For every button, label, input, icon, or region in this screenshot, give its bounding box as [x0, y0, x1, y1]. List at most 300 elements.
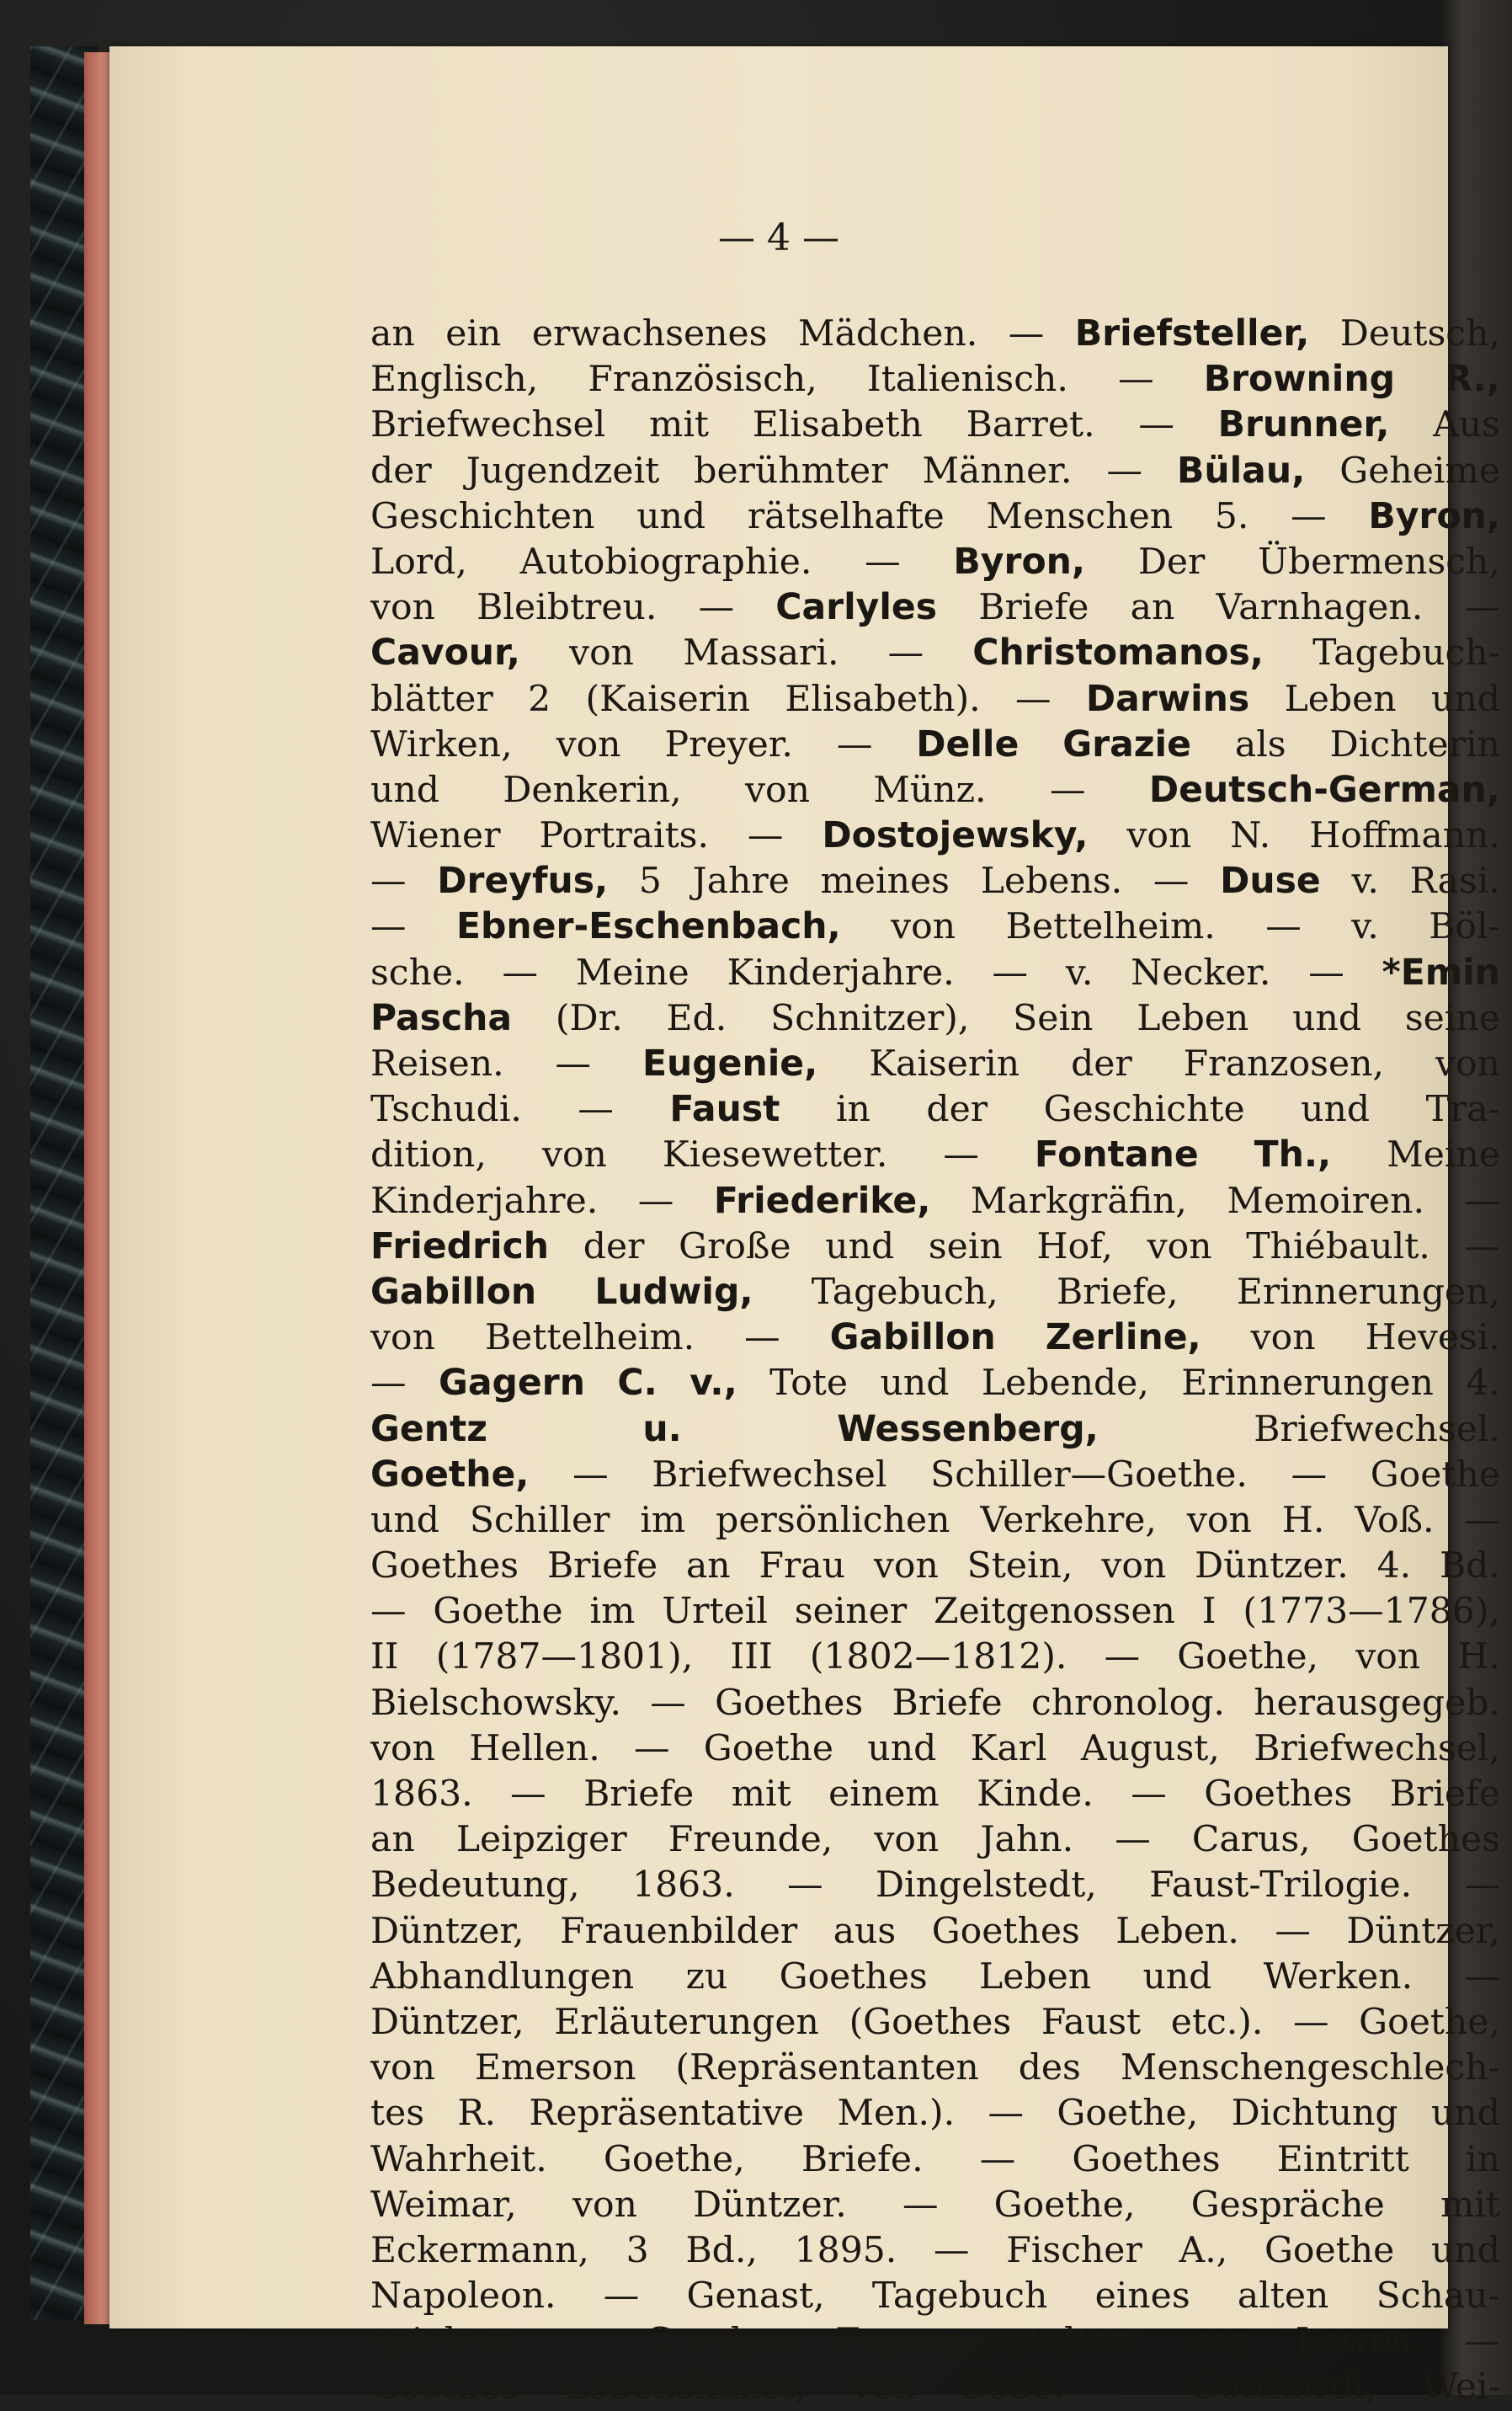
word: tes [370, 2093, 425, 2135]
word: Elisabeth). [785, 678, 981, 720]
word: Goethes [1072, 2138, 1221, 2180]
text-line [370, 1955, 1500, 2000]
word: — [1115, 1819, 1151, 1861]
word: Tschudi. [370, 1089, 522, 1131]
word: Tra- [1425, 1089, 1500, 1131]
word: Goethes [931, 1910, 1080, 1952]
word: des [1018, 2047, 1081, 2089]
word: — [934, 2229, 970, 2271]
word: Goethe, [993, 2184, 1136, 2226]
text-line [370, 357, 1500, 403]
word: eines [1094, 2275, 1190, 2318]
word: Düntzer. [693, 2184, 847, 2226]
word: Fischer [1006, 2229, 1142, 2271]
word: Hof, [1036, 1225, 1113, 1267]
text-line [370, 2000, 1500, 2046]
word: berühmter [694, 450, 888, 492]
word: und [880, 1363, 950, 1405]
word: Meine [575, 952, 689, 994]
word: Bielschowsky. [370, 1682, 621, 1724]
word: Stein, [966, 1545, 1073, 1587]
word: — [1293, 2001, 1329, 2043]
word: — [1104, 1636, 1141, 1678]
word: als [1234, 723, 1286, 765]
word: — [1118, 359, 1154, 401]
text-line [370, 1909, 1500, 1955]
bold-entry-word: Carlyles [775, 587, 938, 629]
word: Weimar, [370, 2184, 517, 2226]
word: Tagebuch [871, 2275, 1048, 2318]
word: in [1466, 2138, 1500, 2180]
word: — [1138, 404, 1174, 446]
word: Jahre [692, 861, 790, 903]
word: Goethe [433, 1591, 563, 1633]
word: Leben. [1115, 1910, 1239, 1952]
word: — [633, 1727, 670, 1769]
bold-entry-word: Ludwig, [594, 1271, 753, 1313]
word: Goethe, [1359, 2001, 1500, 2043]
word: von [1435, 1043, 1500, 1085]
word: Goethes [370, 1545, 519, 1587]
word: R. [457, 2093, 496, 2135]
bold-entry-word: Th., [1254, 1134, 1332, 1176]
word: Men.). [837, 2093, 956, 2135]
word: Frau [759, 1545, 846, 1587]
word: Düntzer, [370, 2001, 524, 2043]
word: der [1071, 1043, 1132, 1085]
word: Bode. [961, 2366, 1065, 2408]
word: von [873, 1545, 939, 1587]
word: — [1015, 678, 1051, 720]
word: Aus [1433, 404, 1500, 446]
text-line [370, 1407, 1500, 1453]
word: — [787, 1864, 823, 1907]
word: — [370, 1363, 407, 1405]
word: — [943, 1134, 979, 1176]
word: von [370, 587, 435, 629]
word: seiner [794, 1591, 908, 1633]
word: Kiesewetter. [662, 1134, 888, 1176]
word: — [572, 1454, 609, 1496]
word: H. [1281, 1499, 1325, 1541]
word: 4. [1376, 1545, 1412, 1587]
word: Werken. [1263, 1955, 1414, 1998]
word: Emerson [474, 2047, 636, 2089]
text-line [370, 1589, 1500, 1635]
word: Hellen. [469, 1727, 600, 1769]
word: an [370, 1819, 415, 1861]
word: Verkehre, [980, 1499, 1157, 1541]
bold-entry-word: Delle [916, 723, 1020, 765]
text-line [370, 540, 1500, 585]
word: Goethe [703, 1727, 834, 1769]
word: im [640, 1499, 686, 1541]
text-line [370, 904, 1500, 950]
bold-entry-word: v., [689, 1363, 737, 1405]
word: (1802—1812). [809, 1636, 1067, 1678]
word: Carus, [1191, 1819, 1311, 1861]
word: Goethes [1204, 1774, 1353, 1815]
bold-entry-word: Wessenberg, [837, 1408, 1099, 1450]
word: zu [685, 1955, 728, 1998]
word: Kinde. [977, 1774, 1094, 1815]
word: Düntzer. [1195, 1545, 1349, 1587]
word: und [825, 1225, 895, 1267]
text-line [370, 951, 1500, 996]
word: Preyer. [664, 723, 793, 765]
bold-entry-word: Pascha [370, 997, 513, 1039]
word: von [1186, 1499, 1252, 1541]
word: Napoleon. [370, 2275, 556, 2318]
word: Bd., [685, 2229, 758, 2271]
word: Männer. [922, 450, 1073, 492]
word: von [874, 1819, 940, 1861]
word: Kinderjahre. [370, 1180, 599, 1222]
word: — [510, 1774, 546, 1815]
word: N. [1230, 815, 1271, 857]
word: — [603, 2275, 640, 2318]
word: Abhandlungen [370, 1955, 635, 1998]
word: Wiener [370, 815, 501, 857]
word: etc.). [1170, 2001, 1264, 2043]
word: einem [828, 1774, 940, 1815]
word: Goethes [715, 1682, 864, 1724]
word: III [730, 1636, 773, 1678]
word: Italienisch. [866, 359, 1068, 401]
word: Menschengeschlech- [1120, 2047, 1500, 2089]
word: sein [928, 1225, 1003, 1267]
word: (Repräsentanten [675, 2047, 979, 2089]
text-line [370, 631, 1500, 676]
word: Dichtung [1231, 2093, 1398, 2135]
word: von [370, 1727, 435, 1769]
word: — [744, 1317, 780, 1359]
text-line [370, 1863, 1500, 1908]
bold-entry-word: C. [617, 1363, 658, 1405]
word: mit [649, 404, 709, 446]
text-line [370, 723, 1500, 768]
word: Briefe [892, 1682, 1003, 1724]
text-line [370, 1772, 1500, 1817]
word: und [1430, 2093, 1500, 2135]
word: Lebenskunst, [563, 2366, 807, 2408]
word: (Dr. [555, 997, 623, 1039]
word: — [370, 906, 407, 948]
text-line [370, 1544, 1500, 1589]
word: Bettelheim. [1005, 906, 1216, 948]
word: rätselhafte [747, 495, 945, 537]
word: in [835, 1089, 870, 1131]
word: von [1126, 815, 1192, 857]
word: Genast, [686, 2275, 825, 2318]
word: — [1109, 2366, 1146, 2408]
word: v. [1351, 906, 1379, 948]
word: Barret. [966, 404, 1095, 446]
word: Autobiographie. [519, 541, 812, 583]
word: Leben [1284, 678, 1397, 720]
word: Briefwechsel [370, 404, 606, 446]
word: Goethe [1370, 1454, 1500, 1496]
word: v. [1351, 861, 1379, 903]
bold-entry-word: Grazie [1062, 723, 1191, 765]
word: — [1153, 861, 1190, 903]
word: Schnitzer), [770, 997, 970, 1039]
word: Lord, [370, 541, 467, 583]
bold-entry-word: u. [642, 1408, 682, 1450]
word: — [1464, 1499, 1500, 1541]
word: Große [679, 1225, 791, 1267]
word: Der [1137, 541, 1206, 583]
bold-entry-word: Darwins [1085, 678, 1250, 720]
word: von [851, 2366, 917, 2408]
text-line [370, 449, 1500, 494]
bold-entry-word: Goethe, [370, 1454, 530, 1496]
word: Goethes [644, 2321, 793, 2363]
word: mit [731, 1774, 791, 1815]
text-line [370, 2046, 1500, 2091]
word: — [1464, 1864, 1500, 1907]
word: (1773—1786), [1243, 1591, 1500, 1633]
word: 4. [1466, 1363, 1500, 1405]
word: Markgräfin, [970, 1180, 1187, 1222]
text-line [370, 1498, 1500, 1544]
text-line [370, 859, 1500, 904]
word: — [1291, 1454, 1328, 1496]
word: Kinderjahre. [727, 952, 955, 994]
word: — [578, 1089, 614, 1131]
word: Freunde, [668, 1819, 833, 1861]
word: Leben [1137, 997, 1249, 1039]
word: alten [1237, 2275, 1329, 2318]
word: spielers. [370, 2321, 524, 2363]
word: von [1188, 2321, 1254, 2363]
word: — [979, 2138, 1016, 2180]
word: Menschen [986, 495, 1174, 537]
word: — [747, 815, 784, 857]
word: von [745, 769, 811, 811]
bold-entry-word: Gabillon [829, 1317, 996, 1359]
word: von [1101, 1545, 1167, 1587]
bold-entry-word: Cavour, [370, 632, 520, 675]
bold-entry-word: Bülau, [1176, 450, 1306, 492]
text-line [370, 2365, 1500, 2410]
word: dition, [370, 1134, 487, 1176]
text-line [370, 1224, 1500, 1270]
text-line [370, 2228, 1500, 2274]
bold-entry-word: Dreyfus, [437, 861, 609, 903]
bold-entry-word: Faust [669, 1089, 780, 1131]
bold-entry-word: Byron, [953, 541, 1086, 583]
word: Zeitgenossen [934, 1591, 1175, 1633]
word: im [589, 1591, 636, 1633]
word: — [698, 587, 735, 629]
word: der [370, 450, 432, 492]
text-line [370, 1179, 1500, 1224]
word: Urteil [662, 1591, 768, 1633]
word: Schiller—Goethe. [930, 1454, 1248, 1496]
word: (Goethes [849, 2001, 1012, 2043]
text-line [370, 1361, 1500, 1406]
word: Goethes [370, 2366, 519, 2408]
word: 1863. [370, 1774, 473, 1815]
text-line [370, 2091, 1500, 2136]
word: und [1301, 1089, 1371, 1131]
bold-entry-word: Friedrich [370, 1225, 550, 1267]
word: Goethe, [1177, 1636, 1319, 1678]
text-line [370, 1315, 1500, 1361]
word: Schau- [1376, 2275, 1500, 2318]
word: Faust-Trilogie. [1149, 1864, 1413, 1907]
word: Dichterin [1329, 723, 1500, 765]
word: Geheime [1339, 450, 1500, 492]
word: Frauenbilder [560, 1910, 798, 1952]
word: der [926, 1089, 988, 1131]
word: ein [445, 313, 502, 355]
text-line [370, 768, 1500, 813]
page-number: — 4 — [718, 216, 839, 259]
word: 2 [528, 678, 551, 720]
word: von [370, 1317, 435, 1359]
word: Repräsentative [529, 2093, 805, 2135]
word: und [370, 1499, 439, 1541]
word: an [685, 1545, 731, 1587]
bold-entry-word: Dostojewsky, [822, 815, 1089, 857]
word: — [1131, 1774, 1167, 1815]
word: Thiébault. [1246, 1225, 1430, 1267]
word: Düntzer, [370, 1910, 524, 1952]
word: Bedeutung, [370, 1864, 580, 1907]
word: an [1130, 587, 1175, 629]
word: von [370, 2047, 435, 2089]
word: Lebens. [980, 861, 1123, 903]
word: Erinnerungen [1181, 1363, 1434, 1405]
word: — [1008, 313, 1045, 355]
word: seine [1404, 997, 1500, 1039]
word: Gespräche [1190, 2184, 1385, 2226]
bold-entry-word: Brunner, [1217, 404, 1390, 446]
word: mit [1440, 2184, 1500, 2226]
word: Portraits. [539, 815, 709, 857]
word: — [502, 952, 538, 994]
bold-entry-word: Fontane [1034, 1134, 1199, 1176]
text-line [370, 996, 1500, 1042]
word: blätter [370, 678, 493, 720]
word: Karl [970, 1727, 1047, 1769]
word: Kaiserin [869, 1043, 1020, 1085]
word: — [1308, 952, 1344, 994]
word: (1787—1801), [435, 1636, 694, 1678]
bold-entry-word: Briefsteller, [1074, 313, 1310, 355]
word: und [1430, 2229, 1500, 2271]
word: von [1355, 1636, 1421, 1678]
word: und [636, 495, 706, 537]
word: Erinnerungen, [1236, 1271, 1500, 1313]
word: herausgegeb. [1254, 1682, 1500, 1724]
word: Wahrheit. [370, 2138, 547, 2180]
word: an [370, 313, 415, 355]
word: Bettelheim. [484, 1317, 695, 1359]
word: — [992, 952, 1029, 994]
word: — [1464, 1225, 1500, 1267]
word: aus [833, 1910, 897, 1952]
word: von [541, 1134, 607, 1176]
word: Bleibtreu. [476, 587, 658, 629]
word: Gotthardi, [1190, 2366, 1377, 2408]
word: Jugendzeit [466, 450, 660, 492]
text-line [370, 403, 1500, 448]
word: Französisch, [588, 359, 817, 401]
word: — [1049, 769, 1086, 811]
word: Hevesi. [1365, 1317, 1500, 1359]
word: Bd. [1439, 1545, 1500, 1587]
word: Massari. [683, 632, 839, 675]
text-line [370, 813, 1500, 859]
word: Ed. [666, 997, 727, 1039]
text-line [370, 1453, 1500, 1498]
word: A., [1179, 2229, 1228, 2271]
word: Lebende, [981, 1363, 1149, 1405]
bold-entry-word: R., [1445, 359, 1500, 401]
word: Erläuterungen [554, 2001, 819, 2043]
page-text-body [370, 312, 1500, 2411]
word: Franzosen, [1183, 1043, 1385, 1085]
word: erwachsenes [531, 313, 768, 355]
word: — [555, 1043, 592, 1085]
word: — [836, 723, 873, 765]
word: von [572, 2184, 637, 2226]
word: Düntzer, [1346, 1910, 1500, 1952]
word: Briefe. [801, 2138, 924, 2180]
bold-entry-word: Duse [1220, 861, 1321, 903]
text-line [370, 1817, 1500, 1863]
word: sche. [370, 952, 465, 994]
word: Goethes [779, 1955, 928, 1998]
word: Frauengestalten, [835, 2321, 1146, 2363]
word: — [1106, 450, 1142, 492]
word: v. [1065, 952, 1094, 994]
bold-entry-word: Browning [1203, 359, 1396, 401]
word: August, [1080, 1727, 1220, 1769]
word: 1895. [794, 2229, 897, 2271]
word: — [566, 2321, 603, 2363]
text-line [370, 677, 1500, 723]
text-line [370, 1726, 1500, 1772]
word: Wei- [1421, 2366, 1500, 2408]
text-line [370, 585, 1500, 631]
word: von [569, 632, 635, 675]
text-line [370, 494, 1500, 540]
word: und [1431, 678, 1500, 720]
text-line [370, 1681, 1500, 1726]
word: Wirken, [370, 723, 513, 765]
word: Denkerin, [503, 769, 682, 811]
word: Geschichten [370, 495, 595, 537]
word: Briefe [978, 587, 1089, 629]
text-line [370, 2274, 1500, 2319]
word: — [637, 1180, 674, 1222]
bold-entry-word: Gabillon [370, 1271, 537, 1313]
word: Münz. [873, 769, 987, 811]
word: — [1464, 587, 1500, 629]
word: II [370, 1636, 399, 1678]
word: Böl- [1429, 906, 1500, 948]
word: Lewes. [1295, 2321, 1422, 2363]
text-line [370, 1635, 1500, 1680]
word: Englisch, [370, 359, 539, 401]
bold-entry-word: Byron, [1368, 495, 1500, 537]
word: — [650, 1682, 686, 1724]
word: Faust [1041, 2001, 1142, 2043]
